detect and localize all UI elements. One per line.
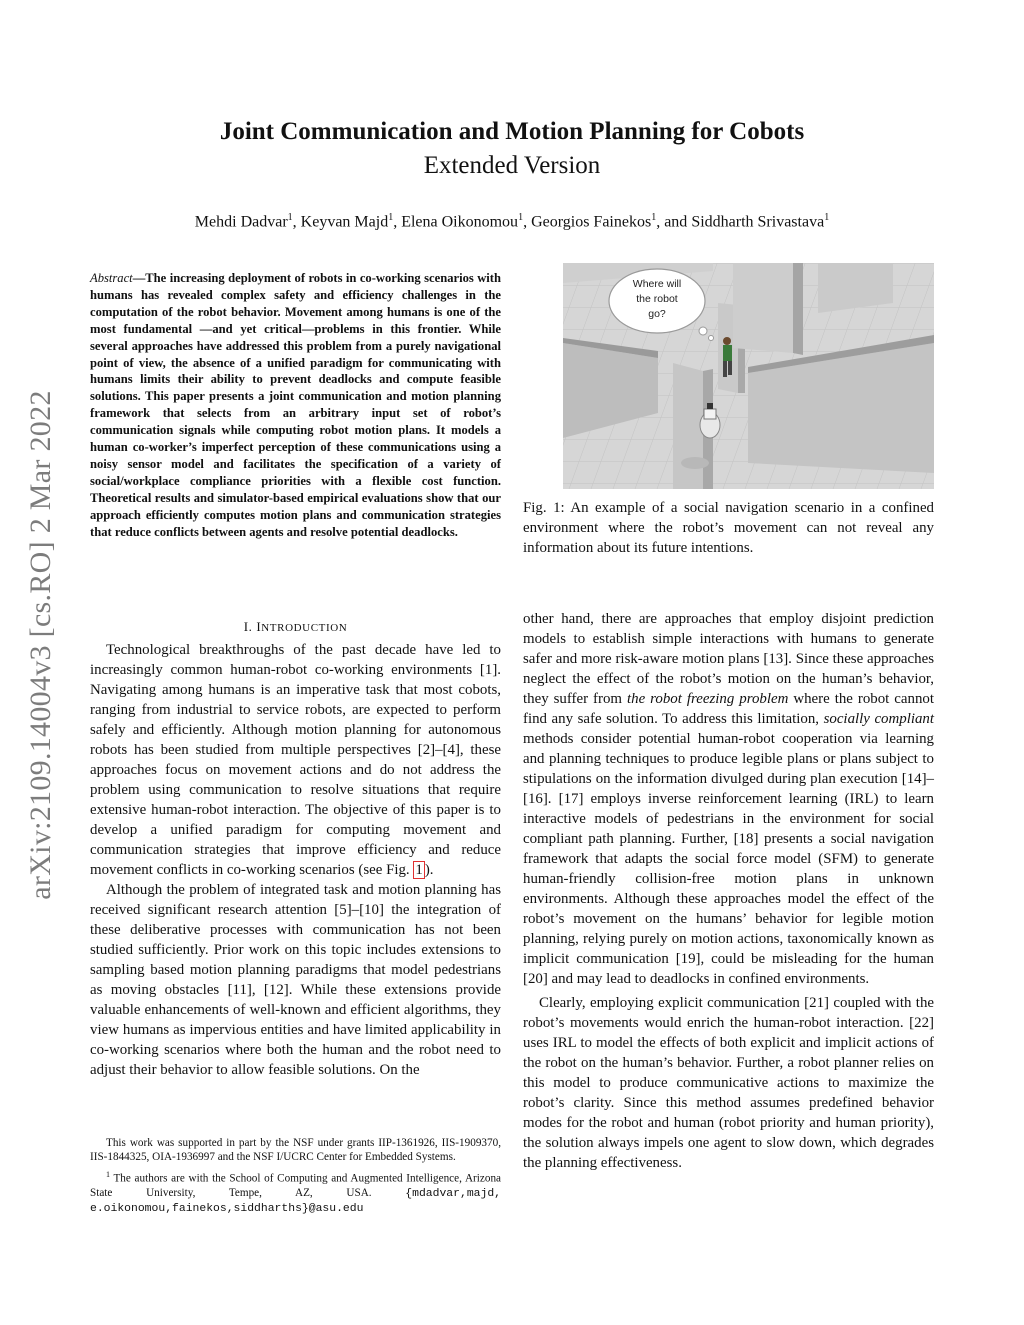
figure-reference-link[interactable]: 1	[415, 862, 423, 878]
arxiv-identifier: arXiv:2109.14004v3 [cs.RO] 2 Mar 2022	[24, 390, 57, 900]
author-name: Elena Oikonomou	[401, 213, 519, 231]
paragraph: Clearly, employing explicit communication [21] coupled with the robot’s movements would enrich the human-robot interaction. [22] uses IRL to model the effects of both explicit and implicit actions of the robot on the human’s behavior. Further, a robot planner relies on this model to produce communicative actions to maximize the robot’s clarity. Since this method assumes predefined behavior modes for the robot and human (robot priority and human priority), the solution always impels one agent to slow down, which degrades the planning effectiveness.	[523, 995, 934, 1171]
paper-subtitle: Extended Version	[423, 152, 601, 179]
intro-right-column	[523, 609, 934, 1173]
paragraph-text: Technological breakthroughs of the past decade have led to increasingly common human-robot co-working environments [1]. Navigating among humans is an imperative task that most cobots, ranging from industrial to service robots, are expected to perform safely and efficiently. Although motion planning for autonomous robots has been studied from multiple perspectives [2]–[4], these approaches focus on movement actions and do not address the problem using communication to resolve situations that require extensive human-robot interaction. The objective of this paper is to develop a unified paradigm for computing movement and communication strategies that improve efficiency and reduce movement conflicts in co-working scenarios (see Fig.	[90, 642, 501, 878]
paper-title: Joint Communication and Motion Planning for Cobots	[219, 118, 805, 145]
footnotes	[90, 1136, 501, 1217]
paragraph-text: other hand, there are approaches that employ disjoint prediction models to establish simple interactions with humans to generate safer and more risk-aware motion plans [13]. Since these approaches neglect the effect of the robot’s motion on the human’s behavior, they suffer from	[523, 611, 934, 707]
affiliation-mark: 1	[388, 212, 394, 223]
affiliation-mark: 1	[518, 212, 524, 223]
author-name: Georgios Fainekos	[531, 213, 652, 231]
author-separator: ,	[393, 213, 402, 231]
paragraph-text: methods consider potential human-robot cooperation via learning and planning techniques to produce legible plans or plans subject to stipulations on the information divulged during plan execution [14]–[16]. [17] employs inverse reinforcement learning (IRL) to learn interactive models of pedestrians in the environment for social compliant path planning. Further, [18] presents a social navigation framework that adapts the social force model (SFM) to generate human-friendly collision-free motion plans in unknown environments. Although these approaches model the effect of the robot’s movement on the humans’ behavior for legible motion planning, relying purely on motion actions, taxonomically known as implicit communication [19], could be misleading for the human [20] and may lead to deadlocks in confined environments.	[523, 731, 934, 987]
footnote-affiliation	[90, 1168, 501, 1217]
paragraph: Although the problem of integrated task and motion planning has received significant research attention [5]–[10] the integration of these deliberative processes with communication has not been studied sufficiently. Prior work on this topic includes extensions to sampling based motion planning paradigms that model pedestrians as moving obstacles [11], [12]. While these extensions provide valuable enhancements of well-known and efficient algorithms, they view humans as impervious entities and have limited applicability in co-working scenarios where both the human and the robot need to adjust their behavior to allow feasible solutions. On the	[90, 882, 501, 1078]
section-heading	[90, 619, 501, 635]
section-first-letter: I	[256, 619, 262, 634]
affiliation-mark: 1	[287, 212, 293, 223]
figure-caption: Fig. 1: An example of a social navigation scenario in a confined environment where the robot’s movement can not reveal any information about its future intentions.	[523, 500, 934, 556]
abstract-dash: —	[132, 271, 146, 285]
abstract	[90, 270, 501, 541]
bubble-text-line3: go?	[648, 308, 666, 320]
intro-left-column	[90, 640, 501, 1080]
author-name: Mehdi Dadvar	[194, 213, 288, 231]
paragraph	[523, 609, 934, 989]
author-list	[0, 212, 1024, 231]
author-emails: {mdadvar,majd, e.oikonomou,fainekos,siddharths}@asu.edu	[90, 1187, 501, 1216]
footnote-funding: This work was supported in part by the NSF under grants IIP-1361926, IIS-1909370, IIS-1844325, OIA-1936997 and the NSF I/UCRC Center for Embedded Systems.	[90, 1137, 501, 1164]
section-number: I.	[243, 619, 257, 634]
abstract-text: The increasing deployment of robots in co-working scenarios with humans has revealed complex safety and efficiency challenges in the computation of the robot behavior. Movement among humans is one of the most fundamental —and yet critical—problems in this frontier. While several approaches have addressed this problem from a purely navigational point of view, the absence of a unified paradigm for communicating with humans limits their ability to prevent deadlocks and compute feasible solutions. This paper presents a joint communication and motion planning framework that selects from an arbitrary input set of robot’s communication signals while computing robot motion plans. It models a human co-worker’s imperfect perception of these communications using a noisy sensor model and facilitates the specification of a variety of social/workplace compliance priorities with a flexible cost function. Theoretical results and simulator-based empirical evaluations show that our approach efficiently computes motion plans and communication strategies that reduce conflicts between agents and resolve potential deadlocks.	[90, 271, 501, 539]
bubble-text-line1: Where will	[632, 278, 682, 290]
affiliation-mark: 1	[651, 212, 657, 223]
author-name: Keyvan Majd	[300, 213, 389, 231]
author-separator: , and	[656, 213, 692, 231]
emphasis-text: the robot freezing problem	[627, 691, 789, 707]
abstract-lead: Abstract	[90, 271, 133, 285]
simulation-scene	[563, 263, 934, 489]
paragraph-text: ).	[424, 862, 434, 878]
footnote-text: The authors are with the School of Computing and Augmented Intelligence, Arizona State University, Tempe, AZ, USA.	[90, 1172, 501, 1199]
footnote-mark: 1	[106, 1169, 110, 1179]
paragraph	[90, 640, 501, 880]
author-separator: ,	[523, 213, 532, 231]
author-name: Siddharth Srivastava	[691, 213, 825, 231]
figure-1-image	[563, 263, 934, 489]
paragraph-text: where the robot cannot find any safe solution. To address this limitation,	[523, 691, 934, 727]
bubble-text-line2: the robot	[636, 293, 678, 305]
section-smallcaps: NTRODUCTION	[261, 622, 348, 634]
emphasis-text: socially compliant	[823, 711, 934, 727]
affiliation-mark: 1	[824, 212, 830, 223]
author-separator: ,	[292, 213, 301, 231]
